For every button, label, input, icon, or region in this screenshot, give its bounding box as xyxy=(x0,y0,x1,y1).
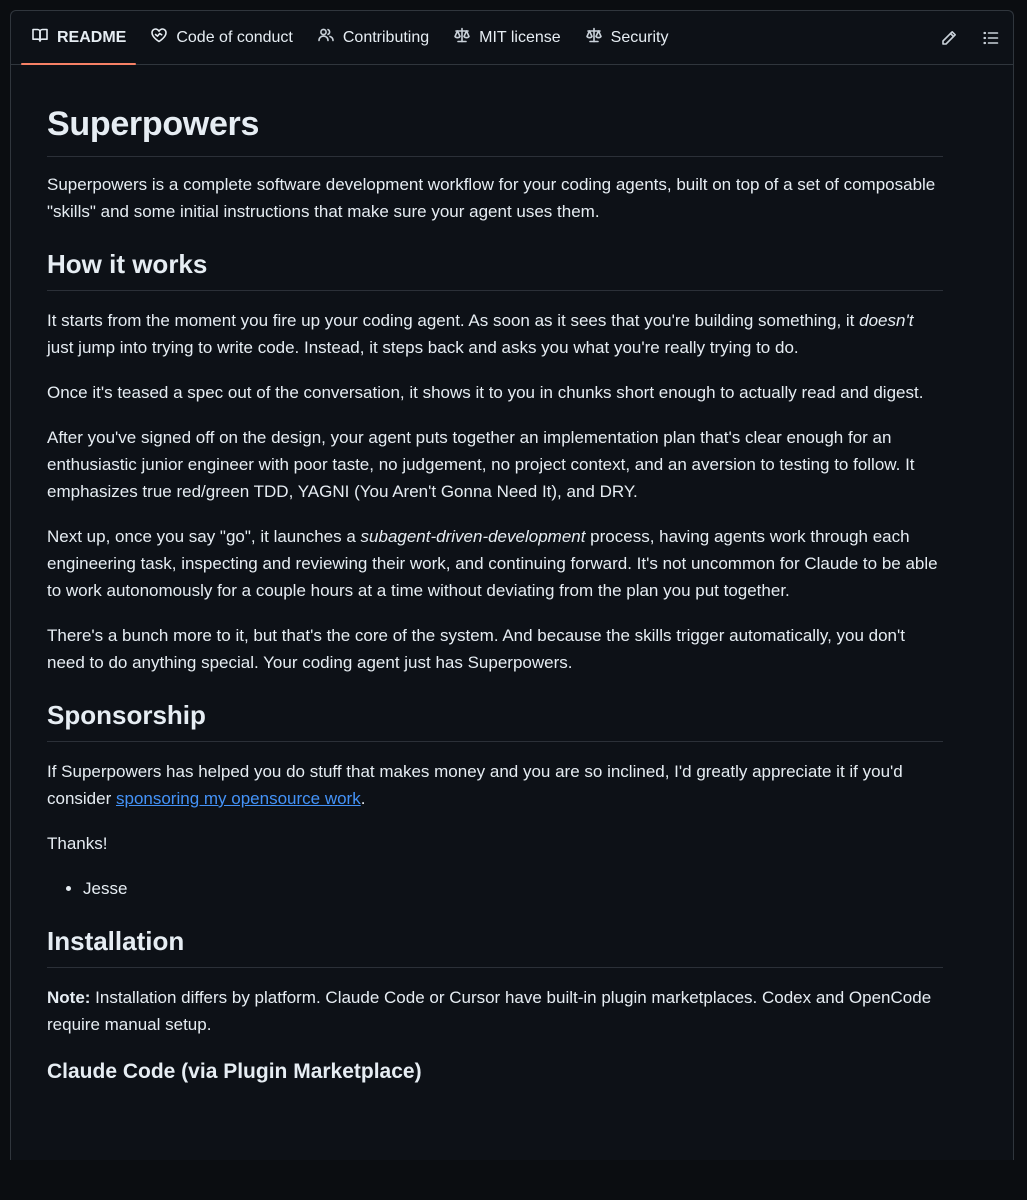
law-icon xyxy=(453,26,471,49)
tab-code-of-conduct[interactable] xyxy=(138,11,305,64)
paragraph: Once it's teased a spec out of the conversation, it shows it to you in chunks short enough to actually read and digest. xyxy=(47,383,924,402)
tab-label: README xyxy=(57,28,127,46)
readme-panel xyxy=(10,10,1014,1160)
heading-how-it-works: How it works xyxy=(47,249,943,291)
tab-security[interactable] xyxy=(573,11,681,64)
signature-list xyxy=(47,875,943,902)
pencil-icon[interactable] xyxy=(939,28,959,48)
tab-label: Security xyxy=(610,28,669,46)
tab-label: Contributing xyxy=(342,28,430,46)
people-icon xyxy=(317,26,335,49)
tab-contributing[interactable] xyxy=(305,11,441,64)
paragraph: It starts from the moment you fire up your coding agent. As soon as it sees that you're building something, it doesn't just jump into trying to write code. Instead, it steps back and asks you what you're really trying to do. xyxy=(47,311,914,357)
paragraph: Next up, once you say "go", it launches a subagent-driven-development process, having agents work through each engineering task, inspecting and reviewing their work, and continuing forward. It's not uncommon for Claude to be able to work autonomously for a couple hours at a time without deviating from the plan you put together. xyxy=(47,527,938,600)
paragraph: After you've signed off on the design, your agent puts together an implementation plan that's clear enough for an enthusiastic junior engineer with poor taste, no judgement, no project context, and an aversion to testing to follow. It emphasizes true red/green TDD, YAGNI (You Aren't Gonna Need It), and DRY. xyxy=(47,428,915,501)
tab-label: Code of conduct xyxy=(176,28,293,46)
heading-sponsorship: Sponsorship xyxy=(47,700,943,742)
book-icon xyxy=(31,26,49,49)
tab-readme[interactable] xyxy=(19,11,138,64)
readme-title: Superpowers xyxy=(47,105,943,157)
paragraph: Thanks! xyxy=(47,834,108,853)
heading-claude-code: Claude Code (via Plugin Marketplace) xyxy=(47,1060,422,1083)
list-item: • Jesse xyxy=(83,875,943,902)
readme-tabbar xyxy=(11,11,1013,65)
tab-label: MIT license xyxy=(479,28,561,46)
law-icon xyxy=(585,26,603,49)
sponsor-link[interactable]: sponsoring my opensource work xyxy=(115,789,361,808)
paragraph: There's a bunch more to it, but that's the core of the system. And because the skills trigger automatically, you don't need to do anything special. Your coding agent just has Superpowers. xyxy=(47,626,905,672)
paragraph: Note: Installation differs by platform. Claude Code or Cursor have built-in plugin marketplaces. Codex and OpenCode require manual setup. xyxy=(47,988,932,1034)
tab-mit-license[interactable] xyxy=(441,11,573,64)
readme-actions xyxy=(939,11,1001,65)
list-icon[interactable] xyxy=(981,28,1001,48)
paragraph: If Superpowers has helped you do stuff that makes money and you are so inclined, I'd greatly appreciate it if you'd consider sponsoring my opensource work. xyxy=(47,762,903,808)
readme-content xyxy=(11,65,979,1084)
readme-intro: Superpowers is a complete software development workflow for your coding agents, built on top of a set of composable "skills" and some initial instructions that make sure your agent uses them. xyxy=(47,175,936,221)
heading-installation: Installation xyxy=(47,926,943,968)
heart-icon xyxy=(150,26,168,49)
